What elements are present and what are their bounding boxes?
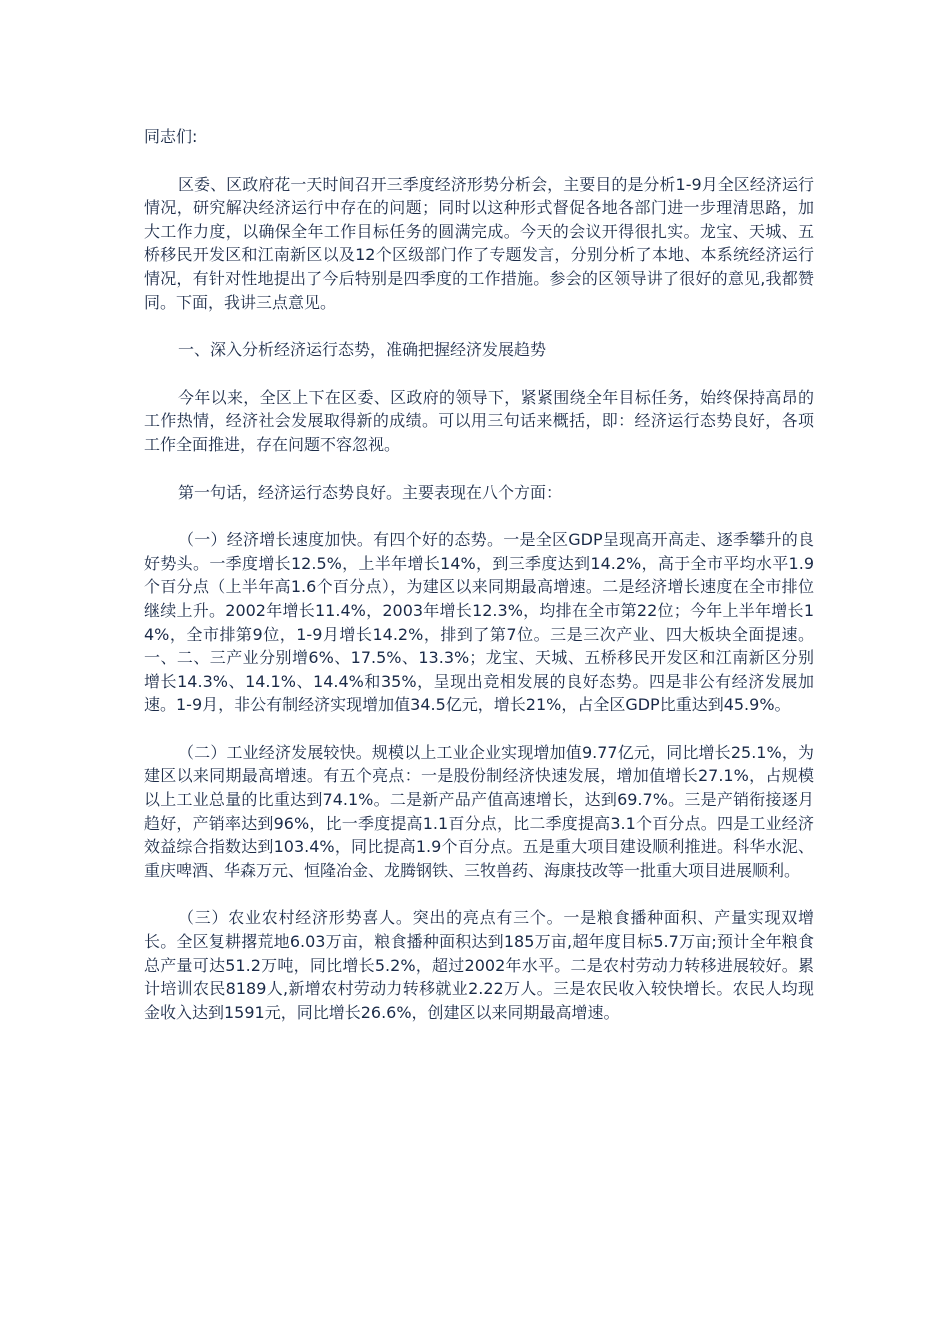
paragraph-agriculture: （三）农业农村经济形势喜人。突出的亮点有三个。一是粮食播种面积、产量实现双增长。全区复耕撂荒地6.03万亩，粮食播种面积达到185万亩,超年度目标5.7万亩;预计全年粮食总产量可达51.2万吨，同比增长5.2%，超过2002年水平。二是农村劳动力转移进展较好。累计培训农民8189人,新增农村劳动力转移就业2.22万人。三是农民收入较快增长。农民人均现金收入达到1591元，同比增长26.6%，创建区以来同期最高增速。 (144, 908, 814, 1022)
paragraph-first-point: 第一句话，经济运行态势良好。主要表现在八个方面： (178, 482, 563, 502)
salutation: 同志们: (144, 127, 198, 146)
document-page (144, 125, 814, 1048)
paragraph-economic-growth: （一）经济增长速度加快。有四个好的态势。一是全区GDP呈现高开高走、逐季攀升的良好势头。一季度增长12.5%，上半年增长14%，到三季度达到14.2%，高于全市平均水平1.9个百分点（上半年高1.6个百分点），为建区以来同期最高增速。二是经济增长速度在全市排位继续上升。2002年增长11.4%，2003年增长12.3%，均排在全市第22位；今年上半年增长14%，全市排第9位，1-9月增长14.2%，排到了第7位。三是三次产业、四大板块全面提速。一、二、三产业分别增6%、17.5%、13.3%；龙宝、天城、五桥移民开发区和江南新区分别增长14.3%、14.1%、14.4%和35%，呈现出竞相发展的良好态势。四是非公有经济发展加速。1-9月，非公有制经济实现增加值34.5亿元，增长21%，占全区GDP比重达到45.9%。 (144, 530, 814, 715)
section-heading-1: 一、深入分析经济运行态势，准确把握经济发展趋势 (178, 340, 547, 360)
paragraph-overview: 今年以来，全区上下在区委、区政府的领导下，紧紧围绕全年目标任务，始终保持高昂的工作热情，经济社会发展取得新的成绩。可以用三句话来概括，即：经济运行态势良好，各项工作全面推进，存在问题不容忽视。 (144, 387, 814, 454)
paragraph-industrial-economy: （二）工业经济发展较快。规模以上工业企业实现增加值9.77亿元，同比增长25.1%，为建区以来同期最高增速。有五个亮点：一是股份制经济快速发展，增加值增长27.1%，占规模以上工业总量的比重达到74.1%。二是新产品产值高速增长，达到69.7%。三是产销衔接逐月趋好，产销率达到96%，比一季度提高1.1百分点，比二季度提高3.1个百分点。四是工业经济效益综合指数达到103.4%，同比提高1.9个百分点。五是重大项目建设顺利推进。科华水泥、重庆啤酒、华森万元、恒隆冶金、龙腾钢铁、三牧兽药、海康技改等一批重大项目进展顺利。 (144, 742, 814, 880)
paragraph-intro: 区委、区政府花一天时间召开三季度经济形势分析会，主要目的是分析1-9月全区经济运行情况，研究解决经济运行中存在的问题；同时以这种形式督促各地各部门进一步理清思路，加大工作力度，以确保全年工作目标任务的圆满完成。今天的会议开得很扎实。龙宝、天城、五桥移民开发区和江南新区以及12个区级部门作了专题发言，分别分析了本地、本系统经济运行情况，有针对性地提出了今后特别是四季度的工作措施。参会的区领导讲了很好的意见,我都赞同。下面，我讲三点意见。 (144, 174, 814, 312)
